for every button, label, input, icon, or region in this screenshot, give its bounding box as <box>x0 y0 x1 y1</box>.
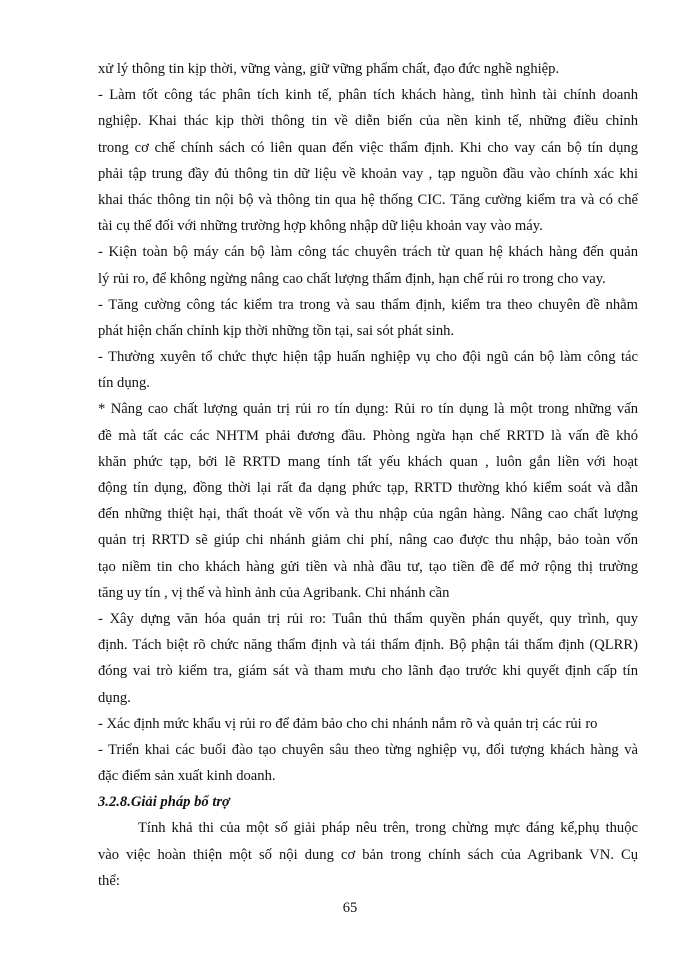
text-line: thể: <box>98 872 120 889</box>
text-line: - Thường xuyên tổ chức thực hiện tập huấn nghiệp vụ cho đội ngũ cán bộ làm công tác <box>98 349 638 366</box>
paragraph <box>98 737 638 789</box>
text-line: quản trị RRTD sẽ giúp chi nhánh giảm chi phí, nâng cao được thu nhập, bảo toàn vốn <box>98 532 638 549</box>
text-line: trong cơ chế chính sách có liên quan đến việc thẩm định. Khi cho vay cán bộ tín dụng <box>98 139 638 156</box>
text-line: lý rủi ro, để không ngừng nâng cao chất lượng thẩm định, hạn chế rủi ro trong cho vay. <box>98 270 606 287</box>
text-line: đóng vai trò kiểm tra, giám sát và tham mưu cho lãnh đạo trước khi quyết định cấp tín <box>98 663 638 680</box>
text-line: dụng. <box>98 689 131 706</box>
paragraph <box>98 606 638 711</box>
text-line: phải tập trung đầy đủ thông tin dữ liệu về khoản vay , tạp nguồn đầu vào chính xác khi <box>98 165 638 182</box>
text-line: khăn phức tạp, bởi lẽ RRTD mang tính tất yếu khách quan , luôn gắn liền với hoạt <box>98 453 638 470</box>
paragraph <box>98 82 638 239</box>
text-line: đề mà tất các các NHTM phải đương đầu. Phòng ngừa hạn chế RRTD là vấn đề khó <box>98 427 638 444</box>
text-line: vào việc hoàn thiện một số nội dung cơ bản trong chính sách của Agribank VN. Cụ <box>98 846 638 863</box>
text-line: tạo niềm tin cho khách hàng gửi tiền và nhà đầu tư, tạo tiền đề để mở rộng thị trường <box>98 558 638 575</box>
text-line: phát hiện chấn chỉnh kịp thời những tồn tại, sai sót phát sinh. <box>98 322 455 339</box>
text-line: - Xác định mức khẩu vị rủi ro để đảm bảo cho chi nhánh nắm rõ và quản trị các rủi ro <box>98 715 598 732</box>
page-number: 65 <box>342 900 358 916</box>
section-heading: 3.2.8.Giải pháp bổ trợ <box>98 794 230 811</box>
paragraph <box>98 239 638 291</box>
paragraph <box>98 711 638 737</box>
page-body <box>98 56 638 894</box>
paragraph <box>98 344 638 396</box>
text-line: xử lý thông tin kịp thời, vững vàng, giữ vững phẩm chất, đạo đức nghề nghiệp. <box>98 61 560 77</box>
text-line: định. Tách biệt rõ chức năng thẩm định và tái thẩm định. Bộ phận tái thẩm định (QLRR) <box>98 637 638 654</box>
text-line: tăng uy tín , vị thế và hình ảnh của Agribank. Chi nhánh cần <box>98 584 450 601</box>
text-line: Tính khả thi của một số giải pháp nêu trên, trong chừng mực đáng kể,phụ thuộc <box>138 820 638 837</box>
text-line: đến những thiệt hại, thất thoát về vốn và thu nhập của ngân hàng. Nâng cao chất lượng <box>98 506 638 523</box>
closing-paragraph <box>98 815 638 894</box>
paragraph <box>98 56 638 82</box>
text-line: - Triển khai các buổi đào tạo chuyên sâu theo từng nghiệp vụ, đối tượng khách hàng và <box>98 741 638 758</box>
text-line: tín dụng. <box>98 375 150 392</box>
text-line: * Nâng cao chất lượng quản trị rủi ro tín dụng: Rủi ro tín dụng là một trong những vấn <box>98 401 638 418</box>
text-line: - Kiện toàn bộ máy cán bộ làm công tác chuyên trách từ quan hệ khách hàng đến quản <box>98 244 638 261</box>
paragraph <box>98 292 638 344</box>
text-line: - Tăng cường công tác kiểm tra trong và sau thẩm định, kiểm tra theo chuyên đề nhằm <box>98 296 638 313</box>
text-line: đặc điểm sản xuất kinh doanh. <box>98 768 276 785</box>
text-line: khai thác thông tin nội bộ và thông tin qua hệ thống CIC. Tăng cường kiểm tra và có chế <box>98 191 638 208</box>
text-line: - Xây dựng văn hóa quản trị rủi ro: Tuân thủ thẩm quyền phán quyết, quy trình, quy <box>98 610 638 627</box>
text-line: - Làm tốt công tác phân tích kinh tế, phân tích khách hàng, tình hình tài chính doanh <box>98 87 638 104</box>
text-line: nghiệp. Khai thác kịp thời thông tin về diễn biến của nền kinh tế, những điều chỉnh <box>98 113 638 130</box>
text-line: động tín dụng, đồng thời lại rất đa dạng phức tạp, RRTD thường khó kiểm soát và dẫn <box>98 480 638 496</box>
text-line: tài cụ thể đối với những trường hợp không nhập dữ liệu khoản vay vào máy. <box>98 218 543 235</box>
paragraph <box>98 396 638 606</box>
